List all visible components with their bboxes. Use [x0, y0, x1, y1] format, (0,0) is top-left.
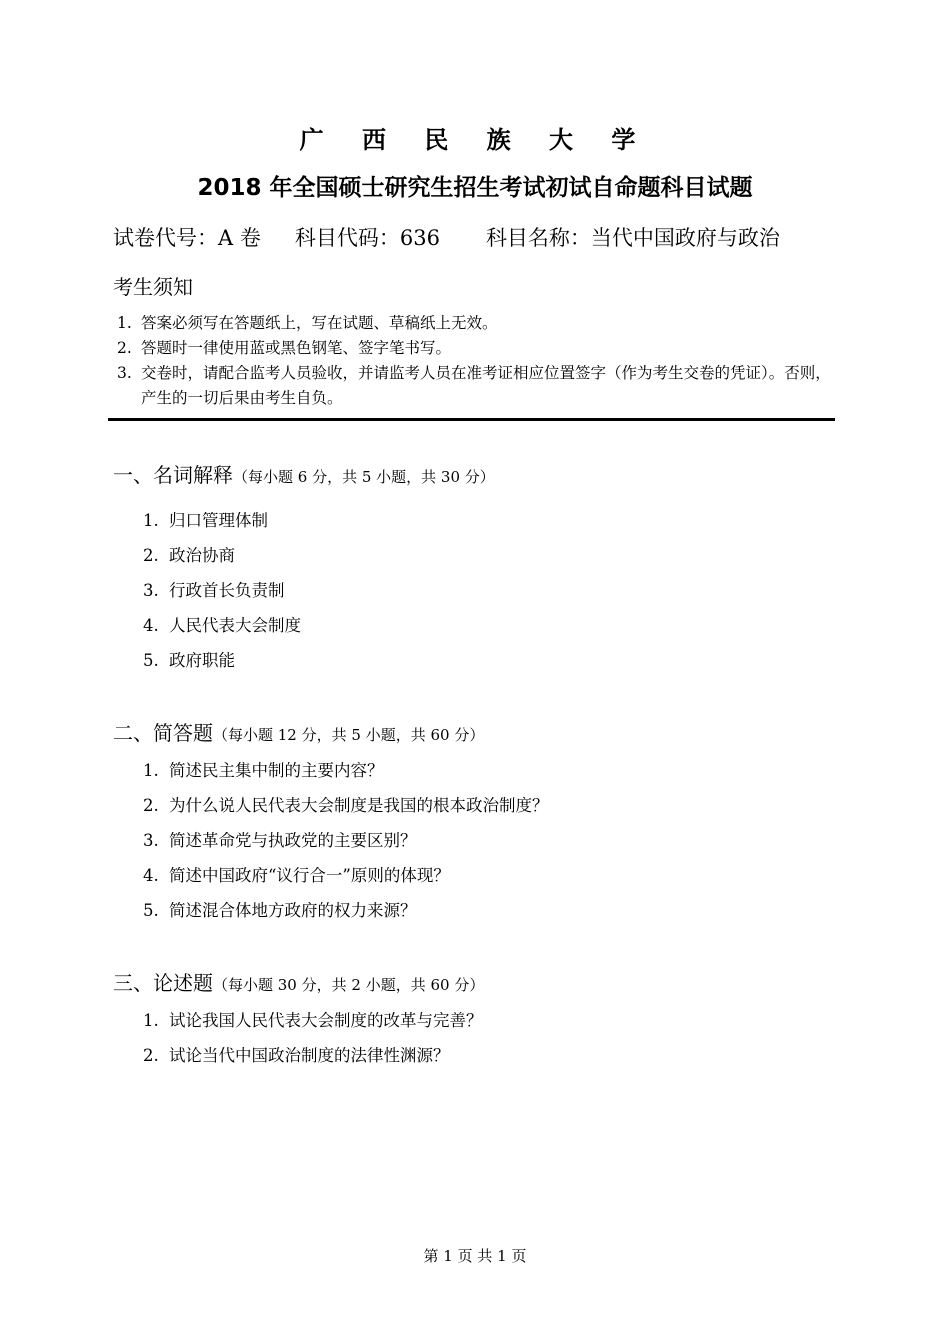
subject-code: 科目代码：636 [294, 226, 440, 250]
question-item [113, 1003, 873, 1038]
notice-item-number: 1. [117, 314, 132, 332]
section-heading [113, 965, 873, 1003]
question-item [113, 1038, 873, 1073]
question-text: 简述混合体地方政府的权力来源？ [169, 901, 417, 920]
question-item [113, 608, 873, 643]
question-number: 5. [143, 651, 159, 670]
section-heading [113, 715, 873, 753]
question-number: 4. [143, 866, 159, 885]
question-text: 政府职能 [169, 651, 235, 670]
question-text: 政治协商 [169, 546, 235, 565]
question-item [113, 643, 873, 678]
question-list [113, 1003, 873, 1073]
notice-item-text: 答题时一律使用蓝或黑色钢笔、签字笔书写。 [141, 339, 452, 357]
question-number: 1. [143, 761, 159, 780]
section-essay [113, 965, 873, 1073]
section-title: 三、论述题 [113, 971, 213, 995]
question-item [113, 503, 873, 538]
notice-list [113, 311, 843, 411]
section-score-note: （每小题 30 分，共 2 小题，共 60 分） [213, 976, 485, 994]
question-number: 1. [143, 511, 159, 530]
section-heading [113, 457, 873, 495]
section-noun-explanation [113, 457, 873, 678]
paper-code: 试卷代号：A 卷 [113, 226, 261, 250]
question-text: 试论当代中国政治制度的法律性渊源？ [169, 1046, 450, 1065]
question-text: 简述中国政府“议行合一”原则的体现？ [169, 866, 450, 885]
question-text: 为什么说人民代表大会制度是我国的根本政治制度？ [169, 796, 549, 815]
notice-item-number: 3. [117, 364, 132, 382]
question-number: 2. [143, 1046, 159, 1065]
notice-item-text: 交卷时，请配合监考人员验收，并请监考人员在准考证相应位置签字（作为考生交卷的凭证）。否则，产生的一切后果由考生自负。 [141, 364, 831, 407]
question-text: 归口管理体制 [169, 511, 268, 530]
notice-heading: 考生须知 [113, 275, 193, 299]
question-text: 简述革命党与执政党的主要区别？ [169, 831, 417, 850]
question-text: 试论我国人民代表大会制度的改革与完善？ [169, 1011, 483, 1030]
section-short-answer [113, 715, 873, 928]
notice-item [113, 361, 843, 411]
question-number: 3. [143, 581, 159, 600]
question-item [113, 573, 873, 608]
question-number: 5. [143, 901, 159, 920]
question-number: 2. [143, 796, 159, 815]
section-title: 一、名词解释 [113, 463, 233, 487]
question-list [113, 753, 873, 928]
paper-meta [113, 218, 873, 258]
question-item [113, 893, 873, 928]
notice-item-number: 2. [117, 339, 132, 357]
question-number: 2. [143, 546, 159, 565]
section-score-note: （每小题 6 分，共 5 小题，共 30 分） [233, 468, 495, 486]
question-text: 行政首长负责制 [169, 581, 285, 600]
notice-item [113, 336, 843, 361]
question-item [113, 858, 873, 893]
question-number: 3. [143, 831, 159, 850]
question-number: 1. [143, 1011, 159, 1030]
notice-item [113, 311, 843, 336]
divider-rule [108, 418, 835, 421]
exam-title: 2018 年全国硕士研究生招生考试初试自命题科目试题 [197, 175, 753, 201]
subject-name: 科目名称：当代中国政府与政治 [485, 226, 780, 250]
notice-item-text: 答案必须写在答题纸上，写在试题、草稿纸上无效。 [141, 314, 498, 332]
university-name: 广 西 民 族 大 学 [299, 126, 651, 154]
question-item [113, 753, 873, 788]
question-item [113, 823, 873, 858]
page-footer: 第 1 页 共 1 页 [423, 1247, 527, 1265]
question-list [113, 503, 873, 678]
section-title: 二、简答题 [113, 721, 213, 745]
question-item [113, 538, 873, 573]
question-number: 4. [143, 616, 159, 635]
question-item [113, 788, 873, 823]
section-score-note: （每小题 12 分，共 5 小题，共 60 分） [213, 726, 485, 744]
question-text: 人民代表大会制度 [169, 616, 301, 635]
question-text: 简述民主集中制的主要内容？ [169, 761, 384, 780]
